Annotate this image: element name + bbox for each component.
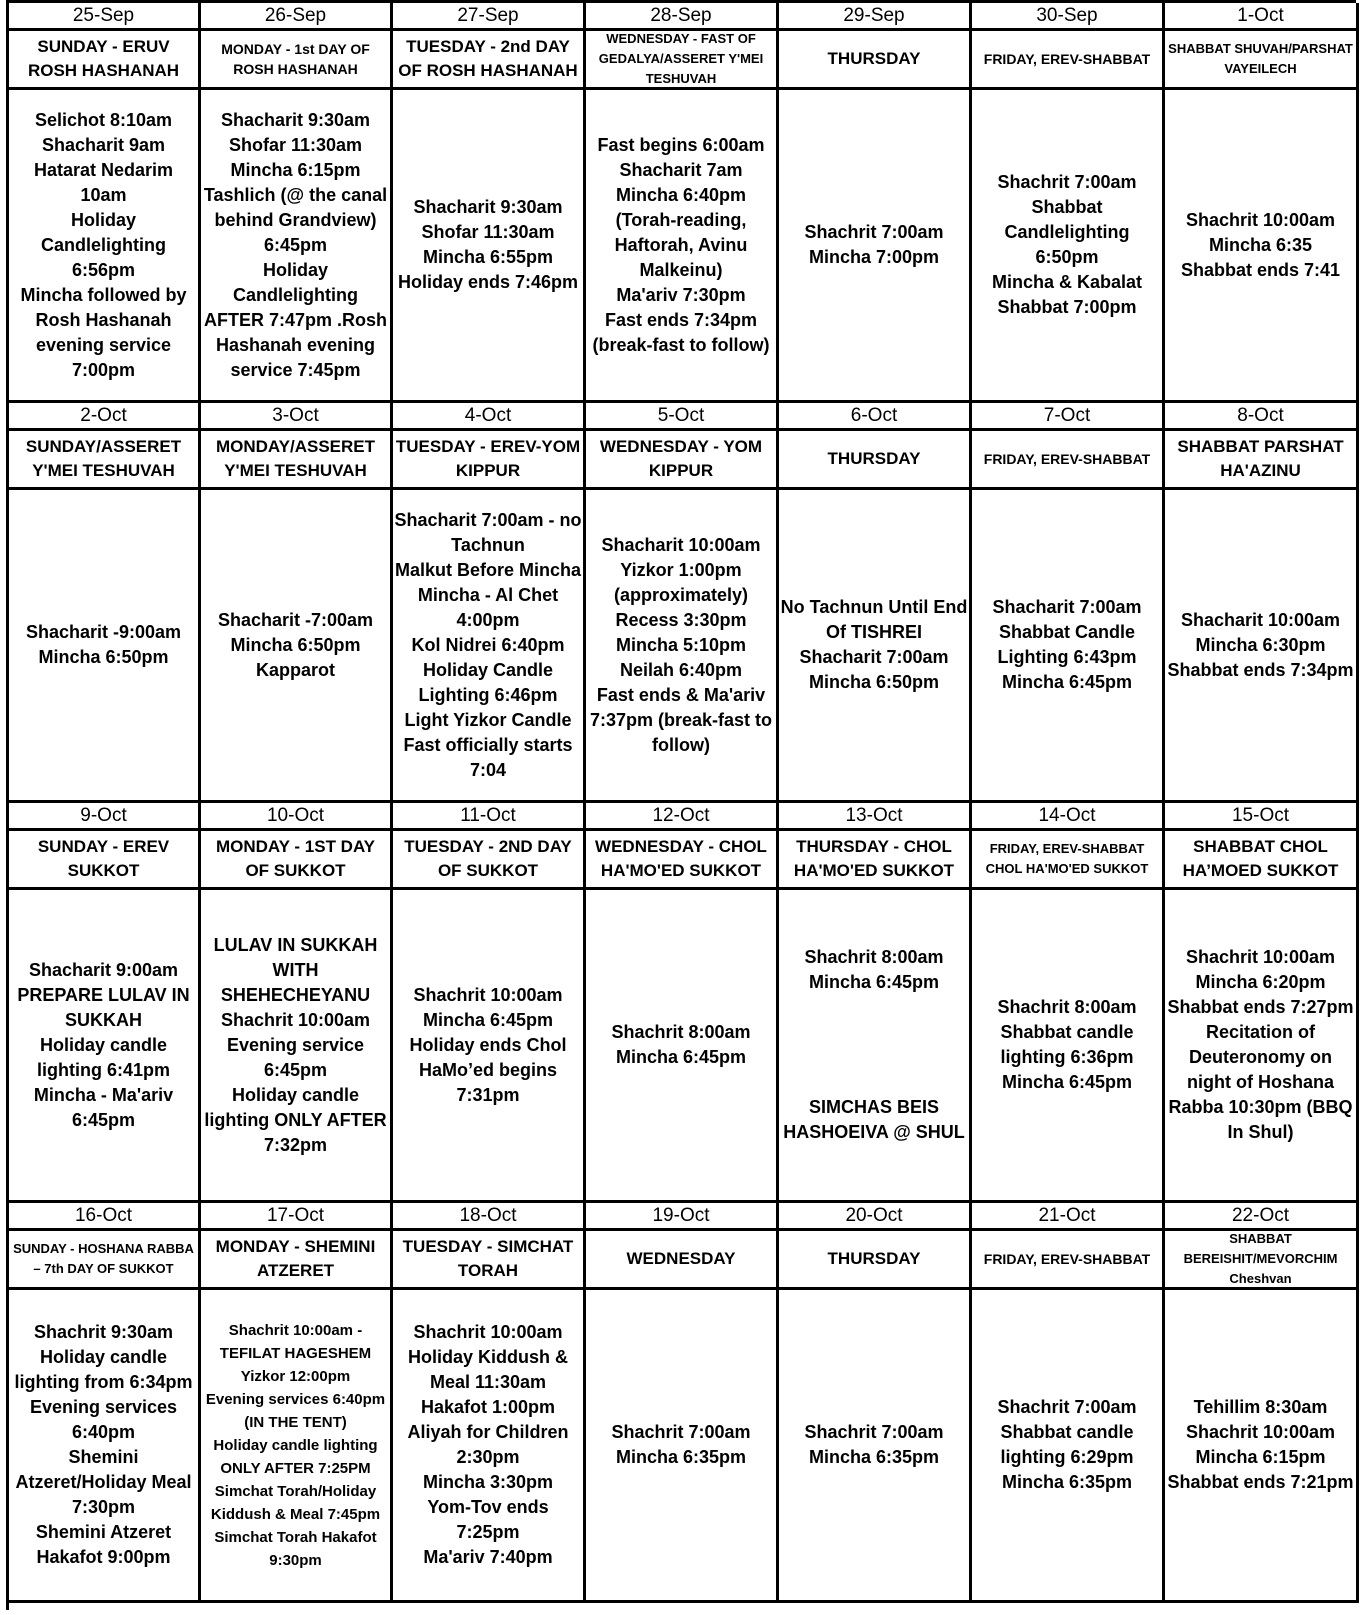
day-schedule: Selichot 8:10am Shacharit 9am Hatarat Nedarim 10am Holiday Candlelighting 6:56pm Mincha followed by Rosh Hashanah evening service 7:00pm [9, 90, 201, 403]
thursday-schedule: Shachrit 8:00am Mincha 6:45pm [804, 947, 944, 992]
date-cell: 5-Oct [586, 403, 779, 431]
day-title: TUESDAY - EREV-YOM KIPPUR [393, 431, 586, 490]
date-cell: 16-Oct [9, 1203, 201, 1231]
day-title: SUNDAY/ASSERET Y'MEI TESHUVAH [9, 431, 201, 490]
day-title: FRIDAY, EREV-SHABBAT [972, 31, 1165, 90]
date-cell: 20-Oct [779, 1203, 972, 1231]
date-cell: 18-Oct [393, 1203, 586, 1231]
date-cell: 25-Sep [9, 3, 201, 31]
day-schedule: Shacharit 7:00am - no Tachnun Malkut Before Mincha Mincha - Al Chet 4:00pm Kol Nidrei 6:40pm Holiday Candle Lighting 6:46pm Light Yizkor Candle Fast officially starts 7:04 [393, 490, 586, 803]
day-schedule: Shachrit 9:30am Holiday candle lighting from 6:34pm Evening services 6:40pm Shemini Atzeret/Holiday Meal 7:30pm Shemini Atzeret Hakafot 9:00pm [9, 1290, 201, 1603]
day-title: SHABBAT SHUVAH/PARSHAT VAYEILECH [1165, 31, 1359, 90]
day-schedule: Shachrit 7:00am Mincha 6:35pm [586, 1290, 779, 1603]
day-title: TUESDAY - 2nd DAY OF ROSH HASHANAH [393, 31, 586, 90]
day-title: WEDNESDAY [586, 1231, 779, 1290]
day-schedule: No Tachnun Until End Of TISHREI Shacharit 7:00am Mincha 6:50pm [779, 490, 972, 803]
date-cell: 28-Sep [586, 3, 779, 31]
day-title: MONDAY - 1st DAY OF ROSH HASHANAH [201, 31, 393, 90]
day-title: MONDAY - SHEMINI ATZERET [201, 1231, 393, 1290]
day-schedule: Shachrit 10:00am Holiday Kiddush & Meal 11:30am Hakafot 1:00pm Aliyah for Children 2:30pm Mincha 3:30pm Yom-Tov ends 7:25pm Ma'ariv 7:40pm [393, 1290, 586, 1603]
day-schedule: Shachrit 8:00am Mincha 6:45pm [586, 890, 779, 1203]
date-cell: 4-Oct [393, 403, 586, 431]
date-cell: 1-Oct [1165, 3, 1359, 31]
day-title: SUNDAY - ERUV ROSH HASHANAH [9, 31, 201, 90]
date-cell: 19-Oct [586, 1203, 779, 1231]
day-title: FRIDAY, EREV-SHABBAT CHOL HA'MO'ED SUKKOT [972, 831, 1165, 890]
day-title: WEDNESDAY - YOM KIPPUR [586, 431, 779, 490]
day-schedule: Shachrit 10:00am Mincha 6:45pm Holiday ends Chol HaMo’ed begins 7:31pm [393, 890, 586, 1203]
day-title: THURSDAY [779, 431, 972, 490]
day-schedule: Shachrit 7:00am Shabbat candle lighting 6:29pm Mincha 6:35pm [972, 1290, 1165, 1603]
day-title: WEDNESDAY - CHOL HA'MO'ED SUKKOT [586, 831, 779, 890]
day-title: FRIDAY, EREV-SHABBAT [972, 1231, 1165, 1290]
day-title: FRIDAY, EREV-SHABBAT [972, 431, 1165, 490]
day-schedule: Shacharit 7:00am Shabbat Candle Lighting 6:43pm Mincha 6:45pm [972, 490, 1165, 803]
day-title: SHABBAT BEREISHIT/MEVORCHIM Cheshvan [1165, 1231, 1359, 1290]
day-title: SHABBAT PARSHAT HA'AZINU [1165, 431, 1359, 490]
date-cell: 11-Oct [393, 803, 586, 831]
date-cell: 10-Oct [201, 803, 393, 831]
day-schedule: Shacharit 10:00am Yizkor 1:00pm (approximately) Recess 3:30pm Mincha 5:10pm Neilah 6:40pm Fast ends & Ma'ariv 7:37pm (break-fast to follow) [586, 490, 779, 803]
date-cell: 27-Sep [393, 3, 586, 31]
day-title: WEDNESDAY - FAST OF GEDALYA/ASSERET Y'MEI TESHUVAH [586, 31, 779, 90]
date-cell: 6-Oct [779, 403, 972, 431]
day-schedule: Shachrit 7:00am Mincha 7:00pm [779, 90, 972, 403]
day-title: TUESDAY - 2ND DAY OF SUKKOT [393, 831, 586, 890]
day-schedule: Shachrit 10:00am - TEFILAT HAGESHEM Yizkor 12:00pm Evening services 6:40pm (IN THE TENT) Holiday candle lighting ONLY AFTER 7:25PM Simchat Torah/Holiday Kiddush & Meal 7:45pm Simchat Torah Hakafot 9:30pm [201, 1290, 393, 1603]
day-schedule: Fast begins 6:00am Shacharit 7am Mincha 6:40pm (Torah-reading, Haftorah, Avinu Malkeinu) Ma'ariv 7:30pm Fast ends 7:34pm (break-fast to follow) [586, 90, 779, 403]
day-title: SHABBAT CHOL HA’MOED SUKKOT [1165, 831, 1359, 890]
date-cell: 9-Oct [9, 803, 201, 831]
day-title: MONDAY - 1ST DAY OF SUKKOT [201, 831, 393, 890]
date-cell: 22-Oct [1165, 1203, 1359, 1231]
day-schedule: Shacharit 9:30am Shofar 11:30am Mincha 6:55pm Holiday ends 7:46pm [393, 90, 586, 403]
date-cell: 8-Oct [1165, 403, 1359, 431]
date-cell: 13-Oct [779, 803, 972, 831]
day-schedule: Shacharit 10:00am Mincha 6:30pm Shabbat ends 7:34pm [1165, 490, 1359, 803]
date-cell: 30-Sep [972, 3, 1165, 31]
date-cell: 14-Oct [972, 803, 1165, 831]
date-cell: 15-Oct [1165, 803, 1359, 831]
calendar-grid [6, 0, 1356, 1610]
date-cell: 17-Oct [201, 1203, 393, 1231]
day-schedule: Shacharit 9:00am PREPARE LULAV IN SUKKAH Holiday candle lighting 6:41pm Mincha - Ma'ariv 6:45pm [9, 890, 201, 1203]
date-cell: 12-Oct [586, 803, 779, 831]
day-schedule [779, 890, 972, 1203]
day-schedule: Tehillim 8:30am Shachrit 10:00am Mincha 6:15pm Shabbat ends 7:21pm [1165, 1290, 1359, 1603]
day-schedule: Shachrit 10:00am Mincha 6:35 Shabbat ends 7:41 [1165, 90, 1359, 403]
day-title: THURSDAY [779, 31, 972, 90]
day-title: TUESDAY - SIMCHAT TORAH [393, 1231, 586, 1290]
date-cell: 2-Oct [9, 403, 201, 431]
day-schedule: Shacharit 9:30am Shofar 11:30am Mincha 6:15pm Tashlich (@ the canal behind Grandview) 6:45pm Holiday Candlelighting AFTER 7:47pm .Rosh Hashanah evening service 7:45pm [201, 90, 393, 403]
day-schedule: Shacharit -7:00am Mincha 6:50pm Kapparot [201, 490, 393, 803]
day-title: MONDAY/ASSERET Y'MEI TESHUVAH [201, 431, 393, 490]
day-title: THURSDAY - CHOL HA'MO'ED SUKKOT [779, 831, 972, 890]
day-schedule: Shacharit -9:00am Mincha 6:50pm [9, 490, 201, 803]
date-cell: 7-Oct [972, 403, 1165, 431]
simchas-beis-hashoeiva-note: SIMCHAS BEIS HASHOEIVA @ SHUL [783, 1097, 965, 1142]
day-schedule: Shachrit 7:00am Mincha 6:35pm [779, 1290, 972, 1603]
date-cell: 29-Sep [779, 3, 972, 31]
day-title: THURSDAY [779, 1231, 972, 1290]
day-schedule: LULAV IN SUKKAH WITH SHEHECHEYANU Shachrit 10:00am Evening service 6:45pm Holiday candle lighting ONLY AFTER 7:32pm [201, 890, 393, 1203]
date-cell: 21-Oct [972, 1203, 1165, 1231]
day-schedule: Shachrit 10:00am Mincha 6:20pm Shabbat ends 7:27pm Recitation of Deuteronomy on night of Hoshana Rabba 10:30pm (BBQ In Shul) [1165, 890, 1359, 1203]
date-cell: 26-Sep [201, 3, 393, 31]
day-schedule: Shachrit 8:00am Shabbat candle lighting 6:36pm Mincha 6:45pm [972, 890, 1165, 1203]
day-title: SUNDAY - EREV SUKKOT [9, 831, 201, 890]
day-title: SUNDAY - HOSHANA RABBA – 7th DAY OF SUKKOT [9, 1231, 201, 1290]
day-schedule: Shachrit 7:00am Shabbat Candlelighting 6:50pm Mincha & Kabalat Shabbat 7:00pm [972, 90, 1165, 403]
date-cell: 3-Oct [201, 403, 393, 431]
